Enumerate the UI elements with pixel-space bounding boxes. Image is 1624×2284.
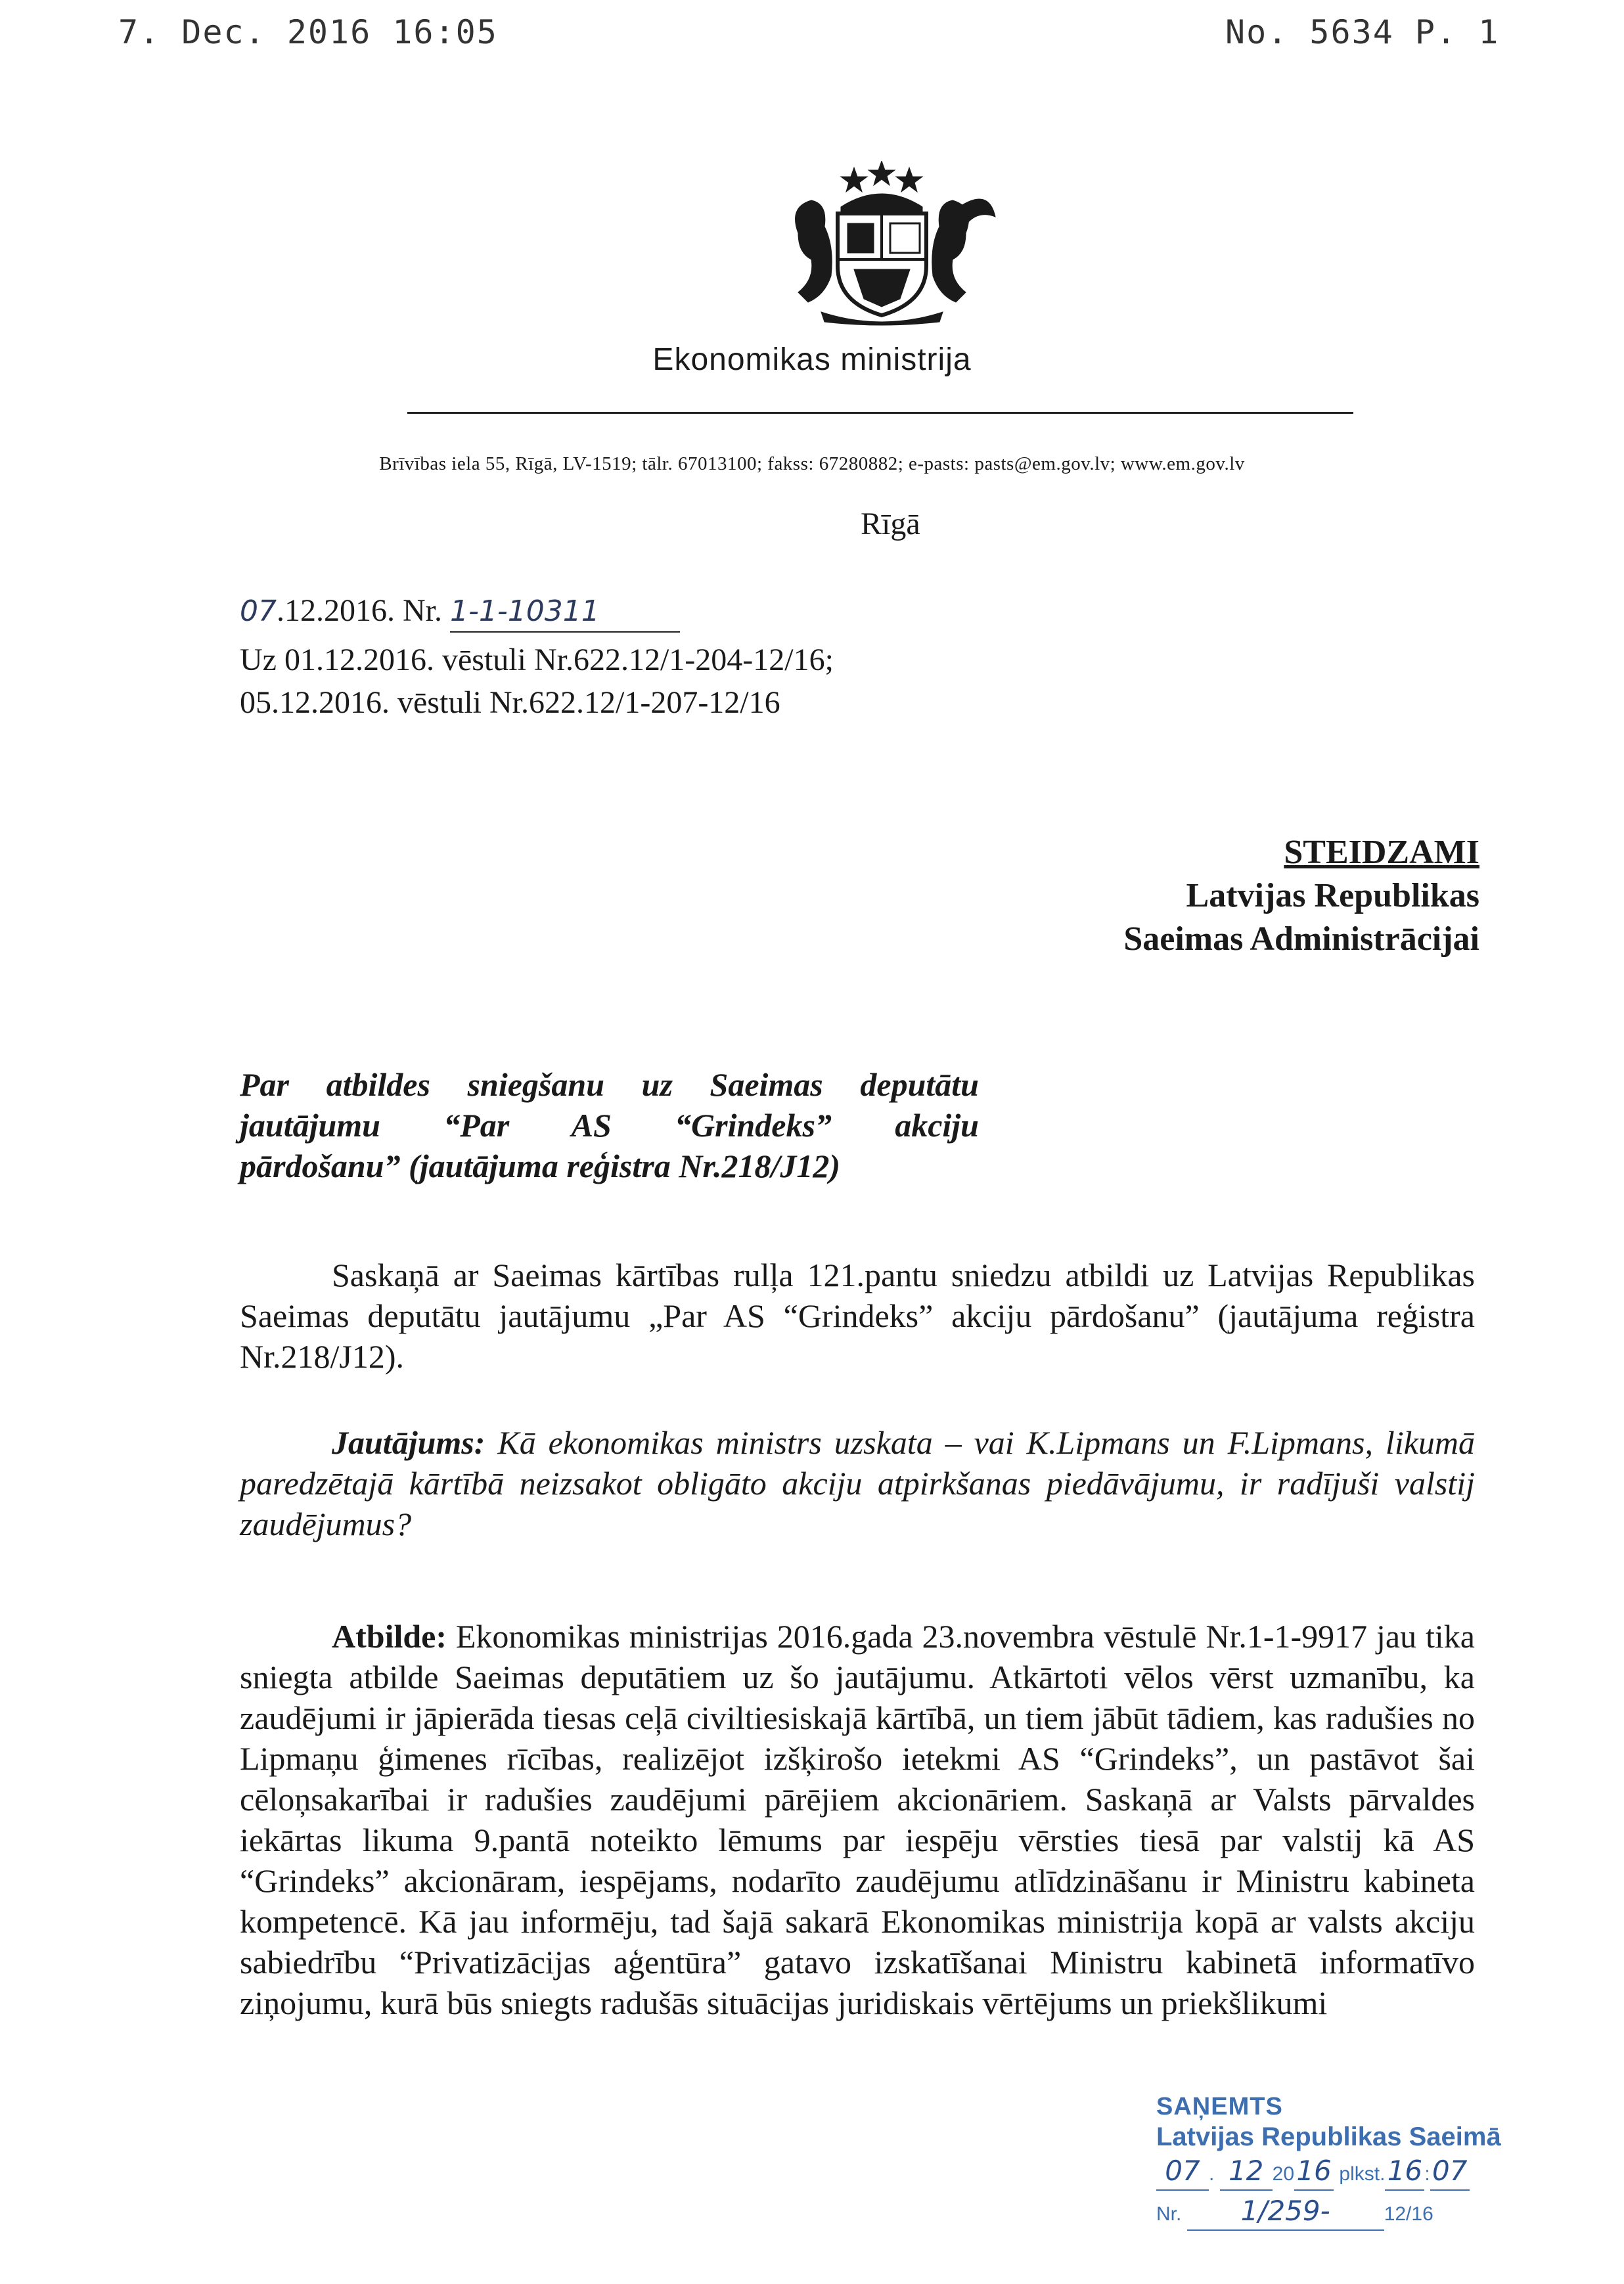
stamp-nr-suffix: 12/16 (1384, 2203, 1433, 2225)
stamp-year-prefix: 20 (1272, 2163, 1295, 2185)
stamp-minute: 07 (1430, 2153, 1470, 2191)
reference-date: .12.2016. Nr. (277, 593, 442, 628)
subject-line-2: jautājumu “Par AS “Grindeks” akciju (240, 1107, 979, 1144)
stamp-date-row: 07 . 12 2016 plkst.16 :07 (1156, 2153, 1577, 2193)
answer-text: Ekonomikas ministrijas 2016.gada 23.novembra vēstulē Nr.1-1-9917 jau tika sniegta atbilde Saeimas deputātiem uz šo jautājumu. Atkārtoti vēlos vērst uzmanību, ka zaudējumi ir jāpierāda tiesas ceļā civiltiesiskajā kārtībā, un tiem jābūt tādiem, kas radušies no Lipmaņu ģimenes rīcības, realizējot izšķirošo ietekmi AS “Grindeks”, un pastāvot šai cēloņsakarībai ir radušies zaudējumi pārējiem akcionāriem. Saskaņā ar Valsts pārvaldes iekārtas likuma 9.pantā noteikto lēmums par iespēju vērsties tiesā par valstij kā AS “Grindeks” akcionāram, iespējams, nodarīto zaudējumu atlīdzināšanu ir Ministru kabineta kompetencē. Kā jau informēju, tad šajā sakarā Ekonomikas ministrija kopā ar valsts akciju sabiedrību “Privatizācijas aģentūra” gatavo izskatīšanai Ministru kabinetā informatīvo ziņojumu, kurā būs sniegts radušās situācijas juridiskais vērtējums un priekšlikumi (240, 1618, 1475, 2021)
handwritten-day: 07 (240, 594, 277, 628)
coat-of-arms-icon (762, 161, 1002, 328)
fax-datetime: 7. Dec. 2016 16:05 (118, 13, 498, 51)
stamp-title: SAŅEMTS (1156, 2093, 1283, 2120)
answer-paragraph (240, 1616, 1475, 2023)
reference-line-3: 05.12.2016. vēstuli Nr.622.12/1-207-12/16 (240, 685, 780, 720)
received-stamp (1156, 2092, 1577, 2233)
letter-reference (240, 591, 680, 633)
recipient-line-1: Latvijas Republikas (1186, 877, 1479, 914)
question-text: Kā ekonomikas ministrs uzskata – vai K.Lipmans un F.Lipmans, likumā paredzētajā kārtībā neizsakot obligāto akciju atpirkšanas piedāvājumu, ir radījuši valstij zaudējumus? (240, 1424, 1476, 1542)
stamp-number-row (1156, 2193, 1577, 2233)
answer-label: Atbilde: (332, 1618, 447, 1655)
stamp-day: 07 (1156, 2153, 1209, 2191)
stamp-hour: 16 (1385, 2153, 1424, 2191)
letter-subject (240, 1064, 979, 1186)
recipient-line-2: Saeimas Administrācijai (1123, 920, 1479, 958)
handwritten-number: 1-1-10311 (450, 594, 600, 628)
question-label: Jautājums: (332, 1424, 485, 1461)
stamp-org: Latvijas Republikas Saeimā (1156, 2122, 1501, 2151)
stamp-year: 16 (1294, 2153, 1334, 2191)
subject-line-3: pārdošanu” (jautājuma reģistra Nr.218/J12) (240, 1148, 841, 1184)
recipient-block (1123, 831, 1479, 961)
ministry-name: Ekonomikas ministrija (652, 342, 972, 377)
stamp-time-label: plkst. (1339, 2163, 1386, 2185)
ministry-contacts: Brīvības iela 55, Rīgā, LV-1519; tālr. 67013100; fakss: 67280882; e-pasts: pasts@em.gov.lv; www.em.gov.lv (379, 453, 1245, 474)
intro-paragraph: Saskaņā ar Saeimas kārtības rulļa 121.pantu sniedzu atbildi uz Latvijas Republikas Saeimas deputātu jautājumu „Par AS “Grindeks” akciju pārdošanu” (jautājuma reģistra Nr.218/J12). (240, 1257, 1475, 1375)
fax-page-info: No. 5634 P. 1 (1225, 13, 1500, 51)
letterhead-divider (407, 412, 1353, 414)
question-paragraph (240, 1422, 1475, 1544)
city: Rīgā (861, 506, 920, 541)
stamp-month: 12 (1220, 2153, 1273, 2191)
stamp-nr-value: 1/259- (1187, 2193, 1384, 2231)
reference-line-2: Uz 01.12.2016. vēstuli Nr.622.12/1-204-12/16; (240, 642, 834, 677)
urgent-label: STEIDZAMI (1284, 834, 1479, 871)
stamp-nr-label: Nr. (1156, 2203, 1182, 2225)
subject-line-1: Par atbildes sniegšanu uz Saeimas deputātu (240, 1066, 979, 1103)
